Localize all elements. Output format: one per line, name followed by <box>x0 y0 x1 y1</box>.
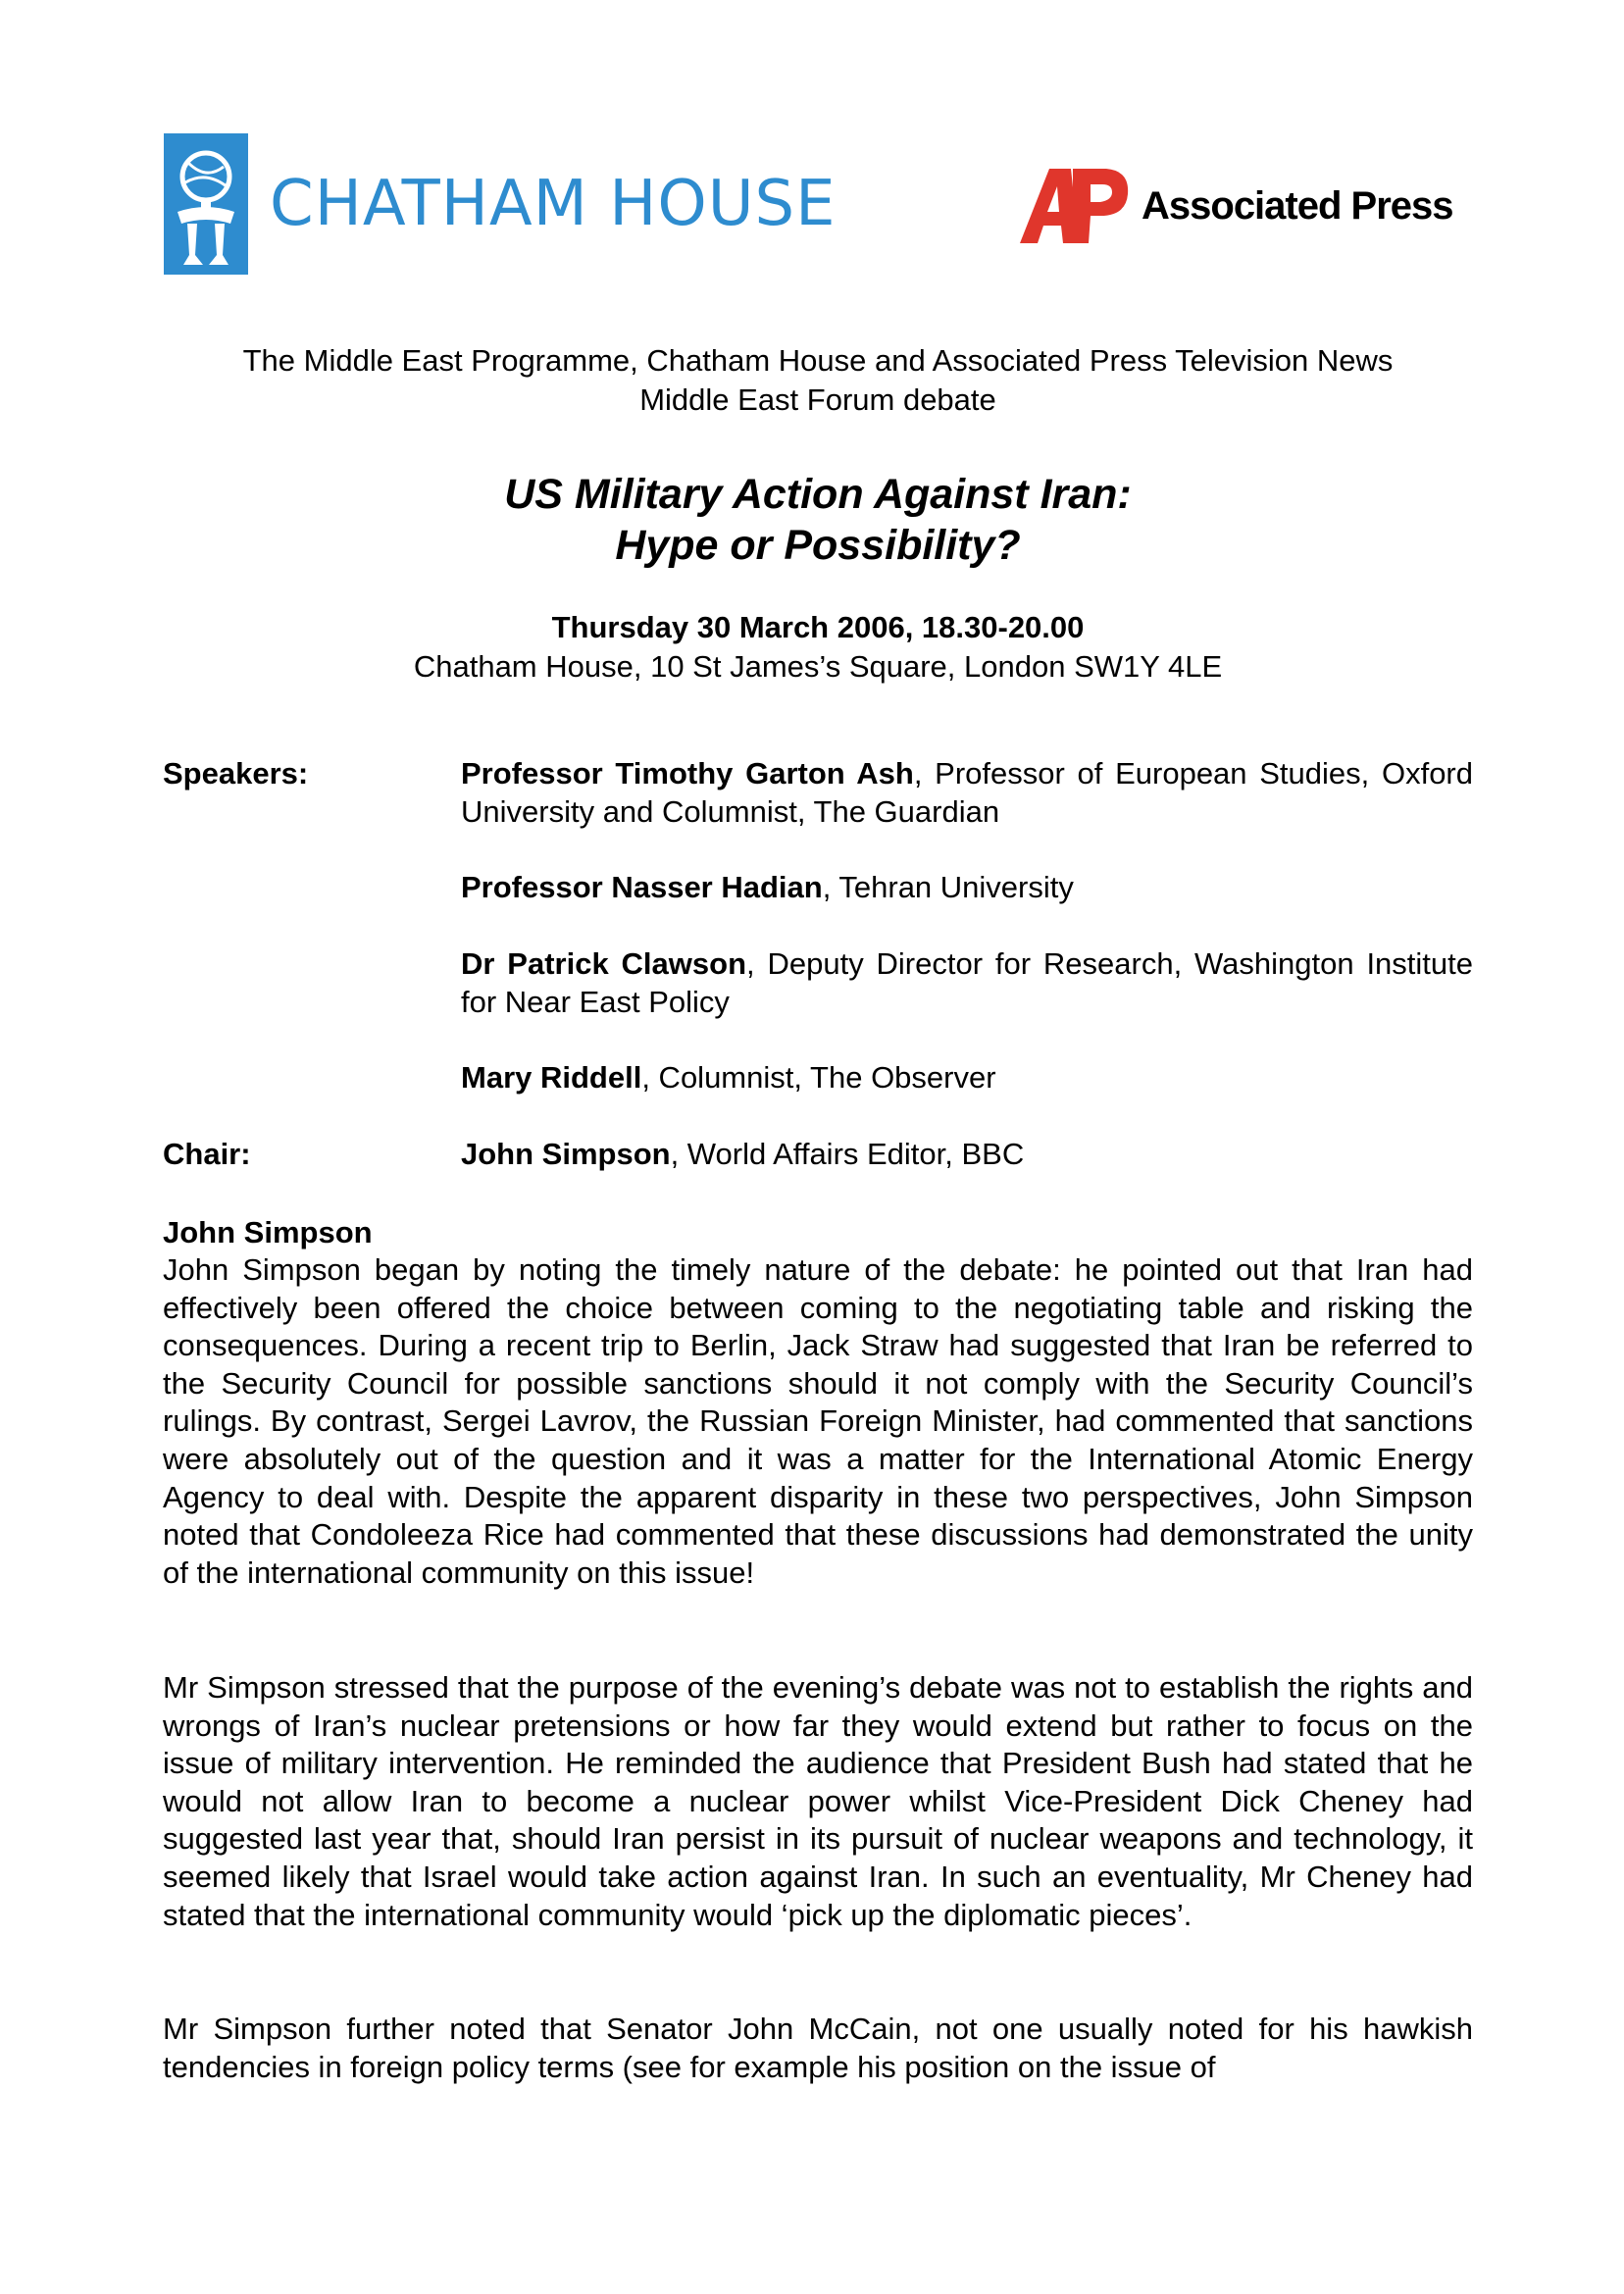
speakers-label: Speakers: <box>163 756 309 790</box>
speaker-name: Professor Timothy Garton Ash <box>461 756 914 790</box>
body-paragraph: Mr Simpson further noted that Senator John McCain, not one usually noted for his hawkish tendencies in foreign policy terms (see for example his position on the issue of <box>163 2012 1473 2084</box>
speaker-entry <box>461 869 1473 907</box>
speaker-role: , Columnist, The Observer <box>641 1060 996 1095</box>
chair-label: Chair: <box>163 1137 251 1171</box>
body-paragraph: John Simpson began by noting the timely nature of the debate: he pointed out that Iran had effectively been offered the choice between coming to the negotiating table and risking the consequences. During a recent trip to Berlin, Jack Straw had suggested that Iran be referred to the Security Council for possible sanctions should it not comply with the Security Council’s rulings. By contrast, Sergei Lavrov, the Russian Foreign Minister, had commented that sanctions were absolutely out of the question and it was a matter for the International Atomic Energy Agency to deal with. Despite the apparent disparity in these two perspectives, John Simpson noted that Condoleeza Rice had commented that these discussions had demonstrated the unity of the international community on this issue! <box>163 1252 1473 1590</box>
speaker-name: Professor Nasser Hadian <box>461 870 823 904</box>
speaker-role: , Deputy Director for Research, Washington Institute for Near East Policy <box>461 946 1474 1019</box>
event-date: Thursday 30 March 2006, 18.30-20.00 <box>551 610 1085 644</box>
intro-line-2: Middle East Forum debate <box>639 382 996 417</box>
speaker-role: , Professor of European Studies, Oxford University and Columnist, The Guardian <box>461 756 1473 829</box>
chair-entry <box>461 1136 1473 1174</box>
chatham-house-emblem-icon <box>164 133 248 275</box>
chatham-house-wordmark: CHATHAM HOUSE <box>270 168 837 240</box>
speaker-entry <box>461 755 1473 831</box>
chair-role: , World Affairs Editor, BBC <box>670 1137 1025 1171</box>
speaker-entry <box>461 945 1473 1021</box>
body-paragraph: Mr Simpson stressed that the purpose of the evening’s debate was not to establish the rights and wrongs of Iran’s nuclear pretensions or how far they would extend but rather to focus on the issue of military intervention. He reminded the audience that President Bush had stated that he would not allow Iran to become a nuclear power whilst Vice-President Dick Cheney had suggested last year that, should Iran persist in its pursuit of nuclear weapons and technology, it seemed likely that Israel would take action against Iran. In such an eventuality, Mr Cheney had stated that the international community would ‘pick up the diplomatic pieces’. <box>163 1670 1473 1932</box>
associated-press-logo <box>1020 165 1453 247</box>
speaker-role: , Tehran University <box>822 870 1074 904</box>
speaker-name: Dr Patrick Clawson <box>461 946 747 981</box>
speaker-name: Mary Riddell <box>461 1060 642 1095</box>
ap-mark-icon <box>1020 165 1130 247</box>
chatham-house-logo <box>164 133 837 275</box>
page-title-line-1: US Military Action Against Iran: <box>504 471 1132 518</box>
intro-line-1: The Middle East Programme, Chatham House and Associated Press Television News <box>242 343 1394 378</box>
event-venue: Chatham House, 10 St James’s Square, London SW1Y 4LE <box>413 649 1223 684</box>
section-heading: John Simpson <box>163 1215 373 1249</box>
page-title-line-2: Hype or Possibility? <box>615 522 1021 569</box>
associated-press-wordmark: Associated Press <box>1142 184 1453 228</box>
speaker-entry <box>461 1059 1473 1097</box>
chair-name: John Simpson <box>461 1137 671 1171</box>
